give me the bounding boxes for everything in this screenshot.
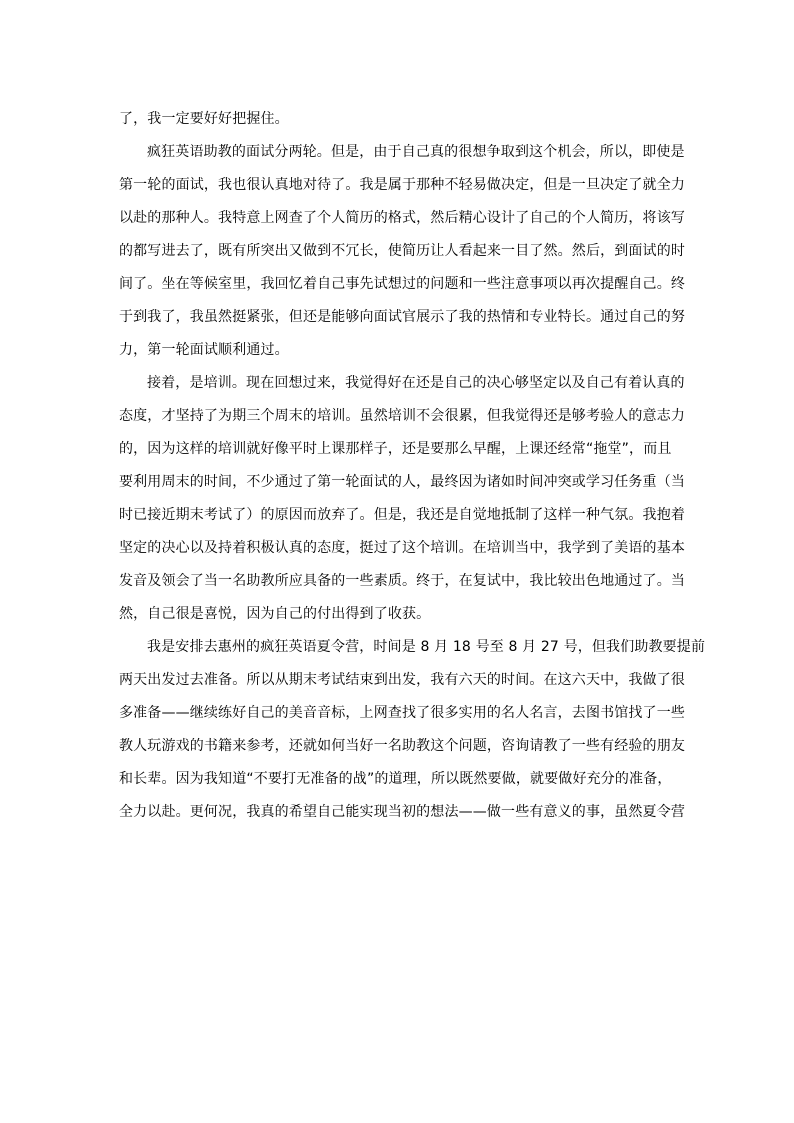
text-line: 第一轮的面试，我也很认真地对待了。我是属于那种不轻易做决定，但是一旦决定了就全力 [119, 177, 685, 193]
text-line: 我是安排去惠州的疯狂英语夏令营，时间是 8 月 18 号至 8 月 27 号，但我们助教要提前 [147, 639, 706, 655]
text-line: 的，因为这样的培训就好像平时上课那样子，还是要那么早醒，上课还经常“拖堂”，而且 [119, 441, 672, 457]
text-line: 时已接近期末考试了）的原因而放弃了。但是，我还是自觉地抵制了这样一种气氛。我抱着 [119, 507, 685, 523]
paragraph-3 [119, 367, 685, 631]
text-line: 和长辈。因为我知道“不要打无准备的战”的道理，所以既然要做，就要做好充分的准备， [119, 771, 672, 787]
text-line: 了，我一定要好好把握住。 [119, 111, 289, 127]
text-line: 坚定的决心以及持着积极认真的态度，挺过了这个培训。在培训当中，我学到了美语的基本 [119, 540, 685, 556]
text-line: 疯狂英语助教的面试分两轮。但是，由于自己真的很想争取到这个机会，所以，即使是 [147, 144, 685, 160]
text-line: 发音及领会了当一名助教所应具备的一些素质。终于，在复试中，我比较出色地通过了。当 [119, 573, 685, 589]
text-line: 然，自己很是喜悦，因为自己的付出得到了收获。 [119, 606, 431, 622]
paragraph-1 [119, 103, 677, 136]
text-line: 于到我了，我虽然挺紧张，但还是能够向面试官展示了我的热情和专业特长。通过自己的努 [119, 309, 685, 325]
text-line: 的都写进去了，既有所突出又做到不冗长，使简历让人看起来一目了然。然后，到面试的时 [119, 243, 685, 259]
body-text [119, 103, 706, 829]
paragraph-4 [119, 631, 706, 829]
text-line: 力，第一轮面试顺利通过。 [119, 342, 289, 358]
text-line: 接着，是培训。现在回想过来，我觉得好在还是自己的决心够坚定以及自己有着认真的 [147, 375, 685, 391]
text-line: 间了。坐在等候室里，我回忆着自己事先试想过的问题和一些注意事项以再次提醒自己。终 [119, 276, 685, 292]
text-line: 教人玩游戏的书籍来参考，还就如何当好一名助教这个问题，咨询请教了一些有经验的朋友 [119, 738, 685, 754]
text-line: 要利用周末的时间，不少通过了第一轮面试的人，最终因为诸如时间冲突或学习任务重（当 [119, 474, 685, 490]
text-line: 态度，才坚持了为期三个周末的培训。虽然培训不会很累，但我觉得还是够考验人的意志力 [119, 408, 685, 424]
text-line: 以赴的那种人。我特意上网查了个人简历的格式，然后精心设计了自己的个人简历，将该写 [119, 210, 685, 226]
text-line: 多准备——继续练好自己的美音音标，上网查找了很多实用的名人名言，去图书馆找了一些 [119, 705, 685, 721]
text-line: 全力以赴。更何况，我真的希望自己能实现当初的想法——做一些有意义的事，虽然夏令营 [119, 804, 685, 820]
text-line: 两天出发过去准备。所以从期末考试结束到出发，我有六天的时间。在这六天中，我做了很 [119, 672, 685, 688]
paragraph-2 [119, 136, 685, 367]
